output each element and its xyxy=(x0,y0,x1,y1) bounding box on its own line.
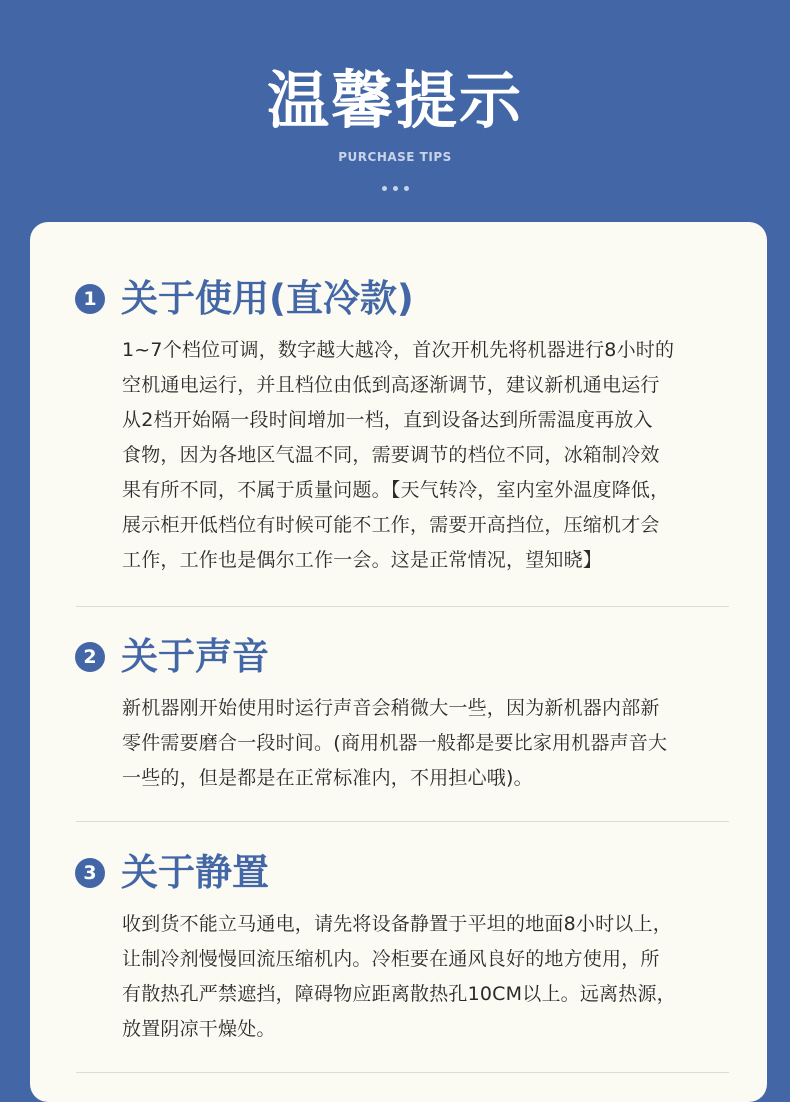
text-line: 果有所不同，不属于质量问题。【天气转冷，室内室外温度降低， xyxy=(122,479,670,501)
text-line: 一些的，但是都是在正常标准内，不用担心哦)。 xyxy=(122,767,533,789)
number-badge-icon: 2 xyxy=(75,642,105,672)
text-line: 收到货不能立马通电，请先将设备静置于平坦的地面8小时以上， xyxy=(122,913,672,935)
dot-icon xyxy=(404,186,409,191)
section-title: 关于使用(直冷款) xyxy=(121,277,414,320)
text-line: 工作，工作也是偶尔工作一会。这是正常情况，望知晓】 xyxy=(122,549,603,571)
text-line: 新机器刚开始使用时运行声音会稍微大一些，因为新机器内部新 xyxy=(122,697,660,719)
text-line: 展示柜开低档位有时候可能不工作，需要开高挡位，压缩机才会 xyxy=(122,514,660,536)
page-title: 温馨提示 xyxy=(266,64,523,137)
section-divider xyxy=(76,821,729,822)
section-header xyxy=(75,632,269,682)
section-header xyxy=(75,274,414,324)
text-line: 1~7个档位可调，数字越大越冷，首次开机先将机器进行8小时的 xyxy=(122,339,675,361)
section-divider xyxy=(76,1072,729,1073)
text-line: 食物，因为各地区气温不同，需要调节的档位不同，冰箱制冷效 xyxy=(122,444,660,466)
dot-icon xyxy=(393,186,398,191)
dot-icon xyxy=(382,186,387,191)
section-title: 关于声音 xyxy=(121,635,269,678)
section-header xyxy=(75,848,269,898)
header-banner xyxy=(0,0,790,222)
text-line: 放置阴凉干燥处。 xyxy=(122,1018,276,1040)
section-body xyxy=(122,691,742,796)
decorative-dots xyxy=(0,186,790,191)
tips-card xyxy=(30,222,767,1102)
text-line: 让制冷剂慢慢回流压缩机内。冷柜要在通风良好的地方使用，所 xyxy=(122,948,660,970)
number-badge-icon: 3 xyxy=(75,858,105,888)
section-body xyxy=(122,907,742,1047)
text-line: 有散热孔严禁遮挡，障碍物应距离散热孔10CM以上。远离热源， xyxy=(122,983,676,1005)
text-line: 零件需要磨合一段时间。(商用机器一般都是要比家用机器声音大 xyxy=(122,732,668,754)
section-title: 关于静置 xyxy=(121,851,269,894)
section-divider xyxy=(76,606,729,607)
text-line: 从2档开始隔一段时间增加一档，直到设备达到所需温度再放入 xyxy=(122,409,653,431)
page-subtitle: PURCHASE TIPS xyxy=(338,150,452,164)
text-line: 空机通电运行，并且档位由低到高逐渐调节，建议新机通电运行 xyxy=(122,374,660,396)
number-badge-icon: 1 xyxy=(75,284,105,314)
section-body xyxy=(122,333,742,578)
